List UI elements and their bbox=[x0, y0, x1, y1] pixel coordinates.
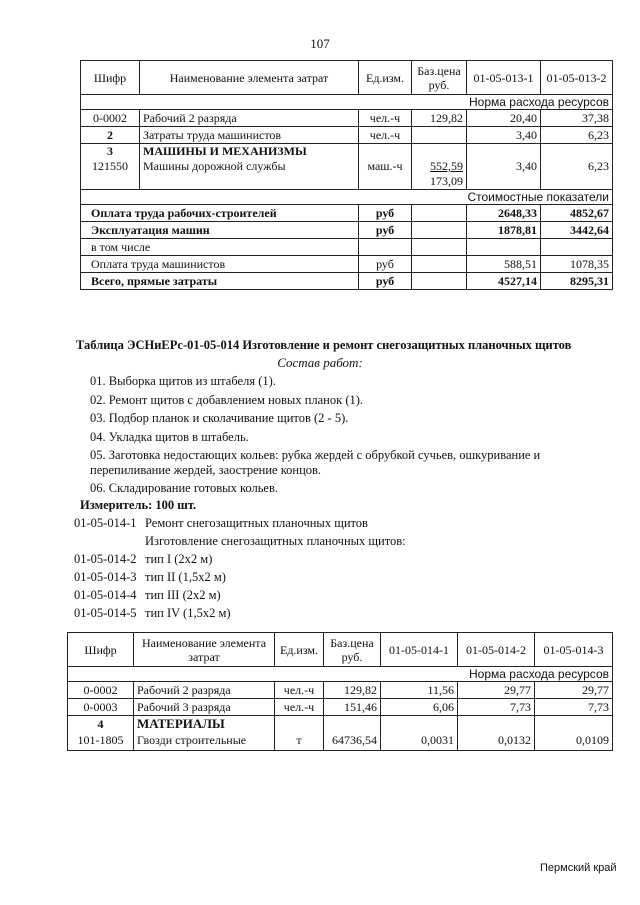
norm-label: Норма расхода ресурсов bbox=[68, 667, 613, 682]
header-col1: 01-05-014-1 bbox=[381, 633, 458, 667]
section-heading-row: 3 МАШИНЫ И МЕХАНИЗМЫ bbox=[81, 144, 613, 160]
rate-description: тип II (1,5х2 м) bbox=[145, 570, 226, 584]
section-heading-row: 4 МАТЕРИАЛЫ bbox=[68, 716, 613, 733]
cost-row: Оплата труда рабочих-строителей руб 2648,33 4852,67 bbox=[81, 205, 613, 222]
rate-code: 01-05-014-2 bbox=[74, 552, 137, 566]
header-unit: Ед.изм. bbox=[275, 633, 324, 667]
cost-label: Стоимостные показатели bbox=[81, 190, 613, 205]
resource-table-2 bbox=[67, 632, 613, 751]
header-col1: 01-05-013-1 bbox=[467, 61, 541, 95]
page-number: 107 bbox=[310, 36, 330, 51]
header-unit: Ед.изм. bbox=[359, 61, 412, 95]
resource-table-1 bbox=[80, 60, 613, 290]
cost-row: в том числе bbox=[81, 239, 613, 256]
rate-code: 01-05-014-1 bbox=[74, 516, 137, 530]
header-name: Наименование элемента затрат bbox=[134, 633, 275, 667]
header-col2: 01-05-013-2 bbox=[541, 61, 613, 95]
header-code: Шифр bbox=[81, 61, 140, 95]
header-price: Баз.цена руб. bbox=[324, 633, 381, 667]
work-item: 06. Складирование готовых кольев. bbox=[90, 481, 278, 495]
table-row: 2 Затраты труда машинистов чел.-ч 3,40 6,23 bbox=[81, 127, 613, 144]
rate-code: 01-05-014-5 bbox=[74, 606, 137, 620]
section-title: Таблица ЭСНиЕРс-01-05-014 Изготовление и ремонт снегозащитных планочных щитов bbox=[76, 338, 572, 352]
rate-description: тип III (2х2 м) bbox=[145, 588, 221, 602]
work-item-continued: перепиливание жердей, заострение концов. bbox=[90, 463, 322, 477]
footer-region: Пермский край bbox=[540, 862, 617, 874]
measure: Измеритель: 100 шт. bbox=[80, 498, 197, 512]
cost-row: Эксплуатация машин руб 1878,81 3442,64 bbox=[81, 222, 613, 239]
work-item: 02. Ремонт щитов с добавлением новых планок (1). bbox=[90, 393, 364, 407]
header-price: Баз.цена руб. bbox=[412, 61, 467, 95]
work-item: 05. Заготовка недостающих кольев: рубка жердей с обрубкой сучьев, ошкуривание и bbox=[90, 448, 541, 462]
table-row: 0-0003 Рабочий 3 разряда чел.-ч 151,46 6,06 7,73 7,73 bbox=[68, 699, 613, 716]
work-item: 01. Выборка щитов из штабеля (1). bbox=[90, 374, 276, 388]
rate-code: 01-05-014-3 bbox=[74, 570, 137, 584]
rate-description: Изготовление снегозащитных планочных щитов: bbox=[145, 534, 406, 548]
work-title: Состав работ: bbox=[277, 355, 363, 370]
work-item: 04. Укладка щитов в штабель. bbox=[90, 430, 249, 444]
cost-row: Всего, прямые затраты руб 4527,14 8295,31 bbox=[81, 273, 613, 290]
table-row: 0-0002 Рабочий 2 разряда чел.-ч 129,82 20,40 37,38 bbox=[81, 110, 613, 127]
rate-code: 01-05-014-4 bbox=[74, 588, 137, 602]
header-code: Шифр bbox=[68, 633, 134, 667]
rate-description: Ремонт снегозащитных планочных щитов bbox=[145, 516, 368, 530]
rate-description: тип I (2х2 м) bbox=[145, 552, 213, 566]
header-name: Наименование элемента затрат bbox=[140, 61, 359, 95]
header-col2: 01-05-014-2 bbox=[458, 633, 535, 667]
price-main: 552,59 bbox=[430, 159, 463, 173]
table-row: 121550 Машины дорожной службы маш.-ч 552,59 173,09 3,40 6,23 bbox=[81, 159, 613, 190]
cost-row: Оплата труда машинистов руб 588,51 1078,35 bbox=[81, 256, 613, 273]
norm-label: Норма расхода ресурсов bbox=[81, 95, 613, 110]
header-col3: 01-05-014-3 bbox=[535, 633, 613, 667]
price-secondary: 173,09 bbox=[430, 174, 463, 188]
table-row: 0-0002 Рабочий 2 разряда чел.-ч 129,82 11,56 29,77 29,77 bbox=[68, 682, 613, 699]
work-item: 03. Подбор планок и сколачивание щитов (2 - 5). bbox=[90, 411, 349, 425]
rate-description: тип IV (1,5х2 м) bbox=[145, 606, 231, 620]
table-row: 101-1805 Гвозди строительные т 64736,54 0,0031 0,0132 0,0109 bbox=[68, 732, 613, 750]
